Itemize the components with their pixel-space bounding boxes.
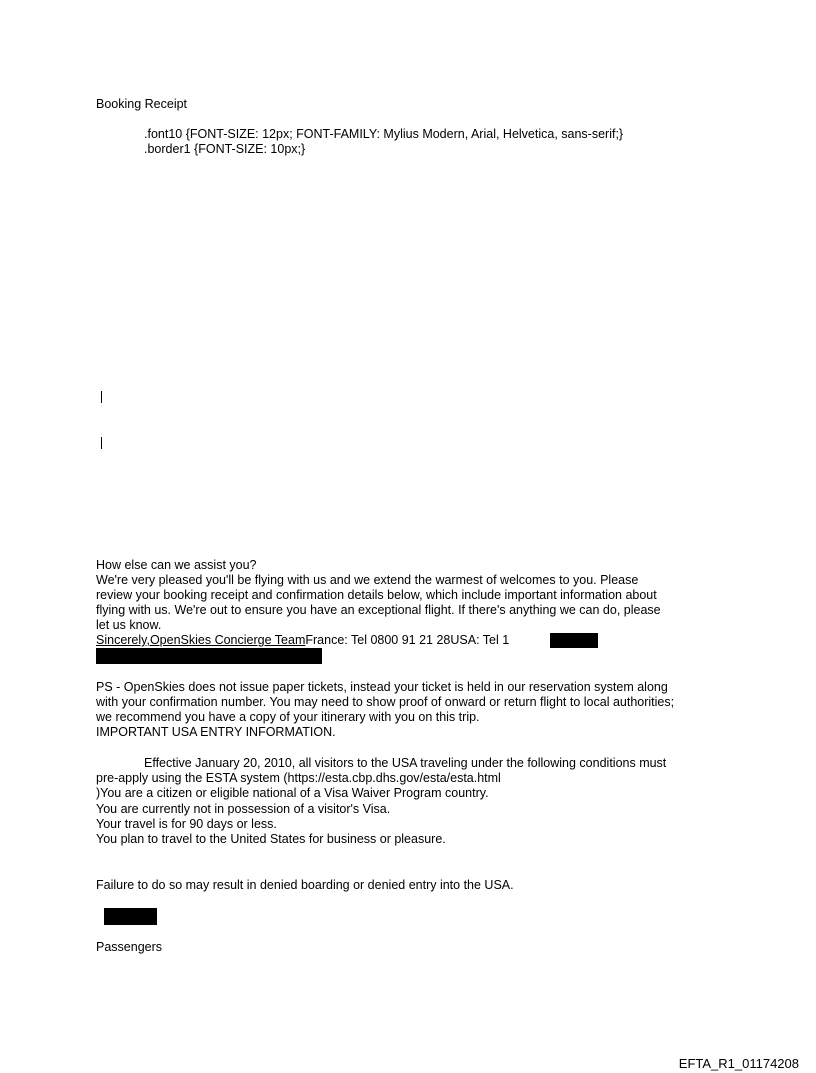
- ps-line: with your confirmation number. You may need to show proof of onward or return flight to local authorities;: [96, 695, 675, 709]
- esta-line: Effective January 20, 2010, all visitors to the USA traveling under the following conditions must: [144, 756, 667, 770]
- esta-line: )You are a citizen or eligible national of a Visa Waiver Program country.: [96, 786, 489, 800]
- text-cursor-mark: [101, 391, 102, 403]
- text-cursor-mark: [101, 437, 102, 449]
- entry-heading: IMPORTANT USA ENTRY INFORMATION.: [96, 725, 336, 739]
- passengers-label: Passengers: [96, 940, 163, 954]
- css-line-border1: .border1 {FONT-SIZE: 10px;}: [144, 142, 306, 156]
- failure-notice: Failure to do so may result in denied boarding or denied entry into the USA.: [96, 878, 514, 892]
- ps-line: we recommend you have a copy of your itinerary with you on this trip.: [96, 710, 480, 724]
- welcome-line: review your booking receipt and confirmation details below, which include important information about: [96, 588, 657, 602]
- welcome-line: We're very pleased you'll be flying with us and we extend the warmest of welcomes to you. Please: [96, 573, 639, 587]
- ps-line: PS - OpenSkies does not issue paper tickets, instead your ticket is held in our reservation system along: [96, 680, 668, 694]
- signoff-link[interactable]: Sincerely,OpenSkies Concierge Team: [96, 633, 306, 647]
- redaction-box: [96, 648, 322, 664]
- signoff-row: [96, 633, 509, 648]
- document-title: Booking Receipt: [96, 97, 188, 111]
- esta-line: pre-apply using the ESTA system (https://esta.cbp.dhs.gov/esta/esta.html: [96, 771, 501, 785]
- esta-line: You plan to travel to the United States for business or pleasure.: [96, 832, 446, 846]
- assist-heading: How else can we assist you?: [96, 558, 257, 572]
- welcome-line: let us know.: [96, 618, 162, 632]
- esta-line: You are currently not in possession of a visitor's Visa.: [96, 802, 391, 816]
- welcome-line: flying with us. We're out to ensure you have an exceptional flight. If there's anything we can do, please: [96, 603, 661, 617]
- footer-document-id: EFTA_R1_01174208: [678, 1056, 799, 1071]
- redaction-box: [550, 633, 598, 648]
- css-line-font10: .font10 {FONT-SIZE: 12px; FONT-FAMILY: Mylius Modern, Arial, Helvetica, sans-serif;}: [144, 127, 624, 141]
- redaction-box: [104, 908, 157, 925]
- esta-line: Your travel is for 90 days or less.: [96, 817, 277, 831]
- phone-text: France: Tel 0800 91 21 28USA: Tel 1: [305, 633, 510, 647]
